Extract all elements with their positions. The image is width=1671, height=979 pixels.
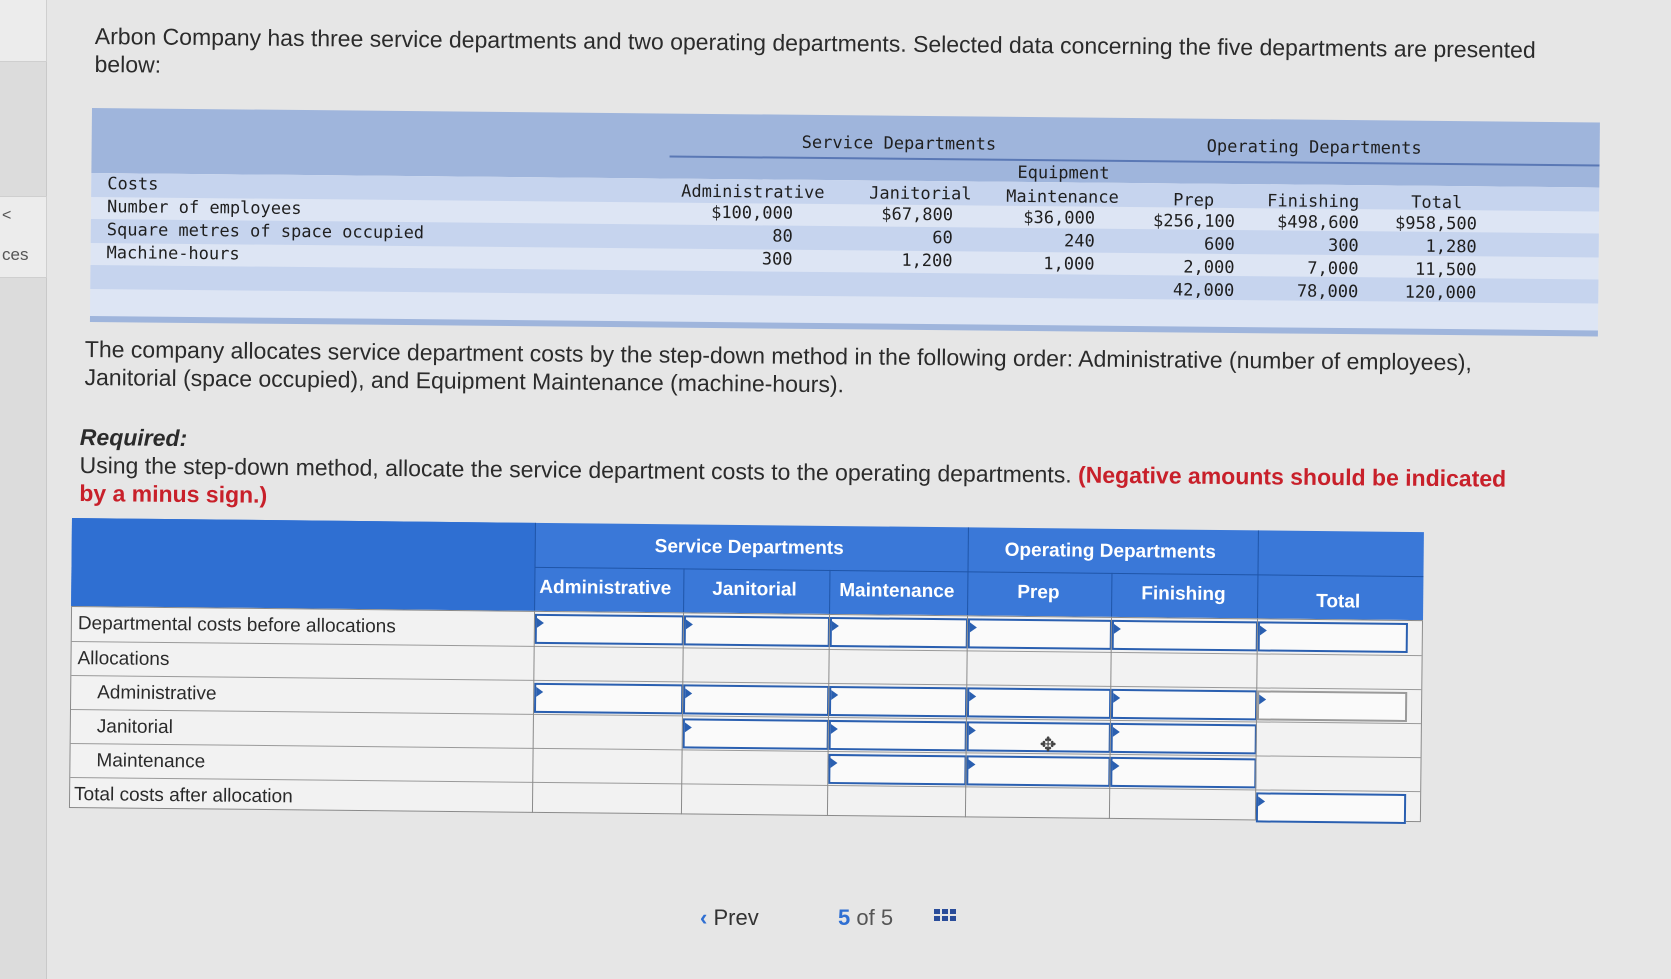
grid-column-total: Total bbox=[1316, 591, 1361, 613]
grid-header-blank bbox=[71, 518, 536, 611]
cell-janitorial-space: 1,200 bbox=[901, 250, 953, 272]
row-label-administrative: Administrative bbox=[97, 682, 217, 705]
input-maint-alloc-maintenance[interactable] bbox=[828, 754, 966, 785]
side-tab-resources[interactable] bbox=[0, 196, 47, 278]
input-total-after[interactable] bbox=[1256, 792, 1406, 824]
input-jan-alloc-maintenance[interactable] bbox=[829, 720, 967, 751]
grid-column-finishing: Finishing bbox=[1141, 583, 1226, 606]
grid-column-maintenance: Maintenance bbox=[839, 580, 955, 603]
input-prep-before[interactable] bbox=[968, 618, 1112, 650]
cell-finishing-employees: 300 bbox=[1327, 235, 1359, 257]
prev-label: Prev bbox=[713, 905, 759, 930]
cell-prep-machine-hours: 42,000 bbox=[1172, 280, 1235, 301]
method-text: The company allocates service department costs by the step-down method in the following order: Administrative (number of employees), Janitorial (space occupied), and Equipment Maintenance (machine-hours). bbox=[84, 335, 1473, 398]
intro-text: Arbon Company has three service departments and two operating departments. Selected data concerning the five departments are presented below: bbox=[94, 22, 1536, 78]
input-maintenance-before[interactable] bbox=[830, 617, 968, 648]
cell-total-costs: $958,500 bbox=[1394, 213, 1478, 235]
department-data-table bbox=[90, 108, 1600, 347]
negative-amounts-note: (Negative amounts should be indicated by a minus sign.) bbox=[79, 461, 1507, 508]
column-prep: Prep bbox=[1173, 190, 1215, 211]
grid-service-departments-header: Service Departments bbox=[654, 536, 844, 560]
cell-maintenance-costs: $36,000 bbox=[1023, 207, 1096, 229]
grid-column-janitorial: Janitorial bbox=[712, 578, 797, 601]
cell-admin-space: 300 bbox=[761, 249, 793, 270]
input-maint-alloc-prep[interactable] bbox=[966, 755, 1110, 787]
row-label-machine-hours: Machine-hours bbox=[106, 243, 240, 265]
grid-header bbox=[71, 518, 1424, 620]
input-admin-before[interactable] bbox=[535, 614, 684, 646]
cell-janitorial-employees: 60 bbox=[932, 228, 953, 249]
side-tab-label: ces bbox=[2, 245, 29, 264]
row-label-allocations: Allocations bbox=[77, 648, 170, 671]
cell-admin-employees: 80 bbox=[772, 226, 793, 247]
side-panel bbox=[0, 0, 47, 979]
cell-finishing-space: 7,000 bbox=[1307, 258, 1359, 280]
column-finishing: Finishing bbox=[1267, 191, 1360, 213]
column-janitorial: Janitorial bbox=[869, 183, 972, 205]
row-label-costs: Costs bbox=[107, 174, 159, 195]
row-label-maintenance: Maintenance bbox=[96, 750, 206, 773]
row-label-departmental-costs: Departmental costs before allocations bbox=[77, 613, 396, 638]
cell-finishing-machine-hours: 78,000 bbox=[1296, 281, 1359, 303]
input-janitorial-before[interactable] bbox=[684, 615, 830, 647]
cell-total-space: 11,500 bbox=[1414, 259, 1477, 281]
input-admin-alloc-total[interactable] bbox=[1257, 690, 1407, 722]
input-admin-alloc-maintenance[interactable] bbox=[829, 686, 967, 717]
input-admin-alloc-prep[interactable] bbox=[967, 687, 1111, 719]
prev-button[interactable] bbox=[700, 905, 759, 931]
side-tab-arrow: < bbox=[2, 207, 12, 224]
cell-prep-space: 2,000 bbox=[1183, 257, 1235, 278]
cursor-plus-icon: ✥ bbox=[1039, 734, 1057, 757]
operating-departments-header: Operating Departments bbox=[1206, 136, 1422, 159]
input-jan-alloc-janitorial[interactable] bbox=[683, 718, 829, 750]
row-label-janitorial: Janitorial bbox=[96, 716, 173, 739]
cell-total-employees: 1,280 bbox=[1425, 236, 1477, 258]
page-of: of bbox=[856, 905, 875, 930]
grid-column-administrative: Administrative bbox=[539, 576, 672, 600]
page-current: 5 bbox=[838, 905, 851, 930]
row-label-space: Square metres of space occupied bbox=[106, 220, 425, 244]
cell-prep-costs: $256,100 bbox=[1152, 211, 1236, 232]
header-divider bbox=[670, 156, 1600, 167]
input-finishing-before[interactable] bbox=[1112, 620, 1258, 652]
chevron-left-icon: ‹ bbox=[700, 905, 708, 930]
input-admin-alloc-janitorial[interactable] bbox=[683, 684, 829, 716]
column-total: Total bbox=[1411, 192, 1463, 214]
page-indicator bbox=[838, 905, 893, 931]
input-maint-alloc-finishing[interactable] bbox=[1110, 757, 1256, 789]
input-jan-alloc-finishing[interactable] bbox=[1111, 723, 1257, 755]
grid-icon[interactable] bbox=[934, 909, 962, 923]
input-admin-alloc-admin[interactable] bbox=[534, 683, 683, 715]
service-departments-header: Service Departments bbox=[801, 132, 997, 155]
row-label-employees: Number of employees bbox=[106, 197, 302, 220]
input-admin-alloc-finishing[interactable] bbox=[1111, 689, 1257, 721]
grid-operating-departments-header: Operating Departments bbox=[1004, 539, 1216, 563]
required-block bbox=[79, 423, 1530, 521]
header-divider bbox=[829, 570, 830, 614]
input-total-before[interactable] bbox=[1258, 621, 1408, 653]
column-administrative: Administrative bbox=[681, 181, 825, 204]
allocation-answer-grid bbox=[69, 518, 1424, 822]
page-total: 5 bbox=[880, 905, 894, 930]
column-equipment-line1: Equipment bbox=[1017, 162, 1110, 184]
cell-admin-costs: $100,000 bbox=[711, 202, 794, 224]
header-divider bbox=[683, 568, 684, 612]
cell-total-machine-hours: 120,000 bbox=[1404, 282, 1477, 304]
header-divider bbox=[1111, 573, 1112, 617]
side-tab-top[interactable] bbox=[0, 0, 47, 62]
cell-maintenance-space: 1,000 bbox=[1043, 254, 1095, 275]
cell-prep-employees: 600 bbox=[1203, 234, 1235, 255]
row-label-total-after: Total costs after allocation bbox=[73, 784, 293, 808]
column-maintenance: Maintenance bbox=[1006, 186, 1119, 208]
grid-body bbox=[69, 606, 1423, 822]
cell-janitorial-costs: $67,800 bbox=[881, 204, 954, 226]
grid-column-prep: Prep bbox=[1017, 581, 1060, 604]
cell-finishing-costs: $498,600 bbox=[1276, 212, 1360, 234]
header-divider bbox=[535, 567, 1424, 577]
required-label: Required: bbox=[79, 423, 188, 452]
required-text: Using the step-down method, allocate the service department costs to the operating departments. bbox=[79, 451, 1072, 488]
cell-maintenance-employees: 240 bbox=[1063, 231, 1095, 252]
